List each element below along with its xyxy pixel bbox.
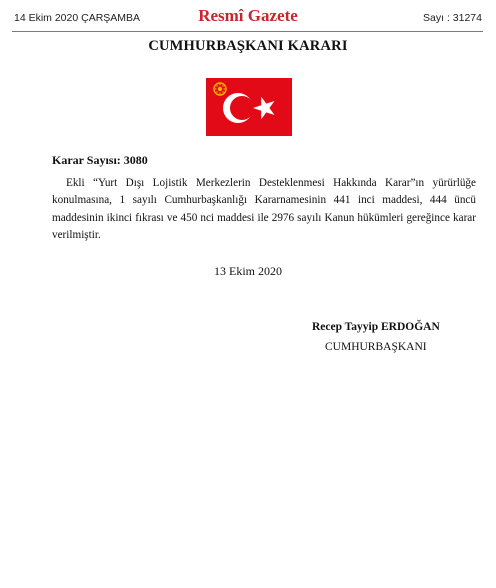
issue-number: Sayı : 31274 bbox=[423, 12, 482, 24]
header-divider bbox=[12, 31, 483, 32]
gazette-header bbox=[0, 0, 496, 36]
signatory-name: Recep Tayyip ERDOĞAN bbox=[312, 321, 440, 333]
decision-number: Karar Sayısı: 3080 bbox=[52, 153, 148, 167]
document-heading: CUMHURBAŞKANI KARARI bbox=[148, 38, 348, 54]
gazette-title: Resmî Gazete bbox=[198, 6, 298, 25]
issue-date: 14 Ekim 2020 ÇARŞAMBA bbox=[14, 12, 141, 24]
decision-body-text: Ekli “Yurt Dışı Lojistik Merkezlerin Desteklenmesi Hakkında Karar”ın yürürlüğe konulmasına, 1 sayılı Cumhurbaşkanlığı Kararnamesinin 441 inci maddesi, 444 üncü maddesinin ikinci fıkrası ve 450 nci maddesi ile 2976 sayılı Kanun hükümleri gereğince karar verilmiştir. bbox=[52, 177, 476, 241]
turkish-flag-icon bbox=[206, 78, 292, 136]
decision-date: 13 Ekim 2020 bbox=[214, 264, 282, 278]
presidential-seal-icon bbox=[214, 83, 226, 95]
signatory-title: CUMHURBAŞKANI bbox=[325, 341, 427, 353]
